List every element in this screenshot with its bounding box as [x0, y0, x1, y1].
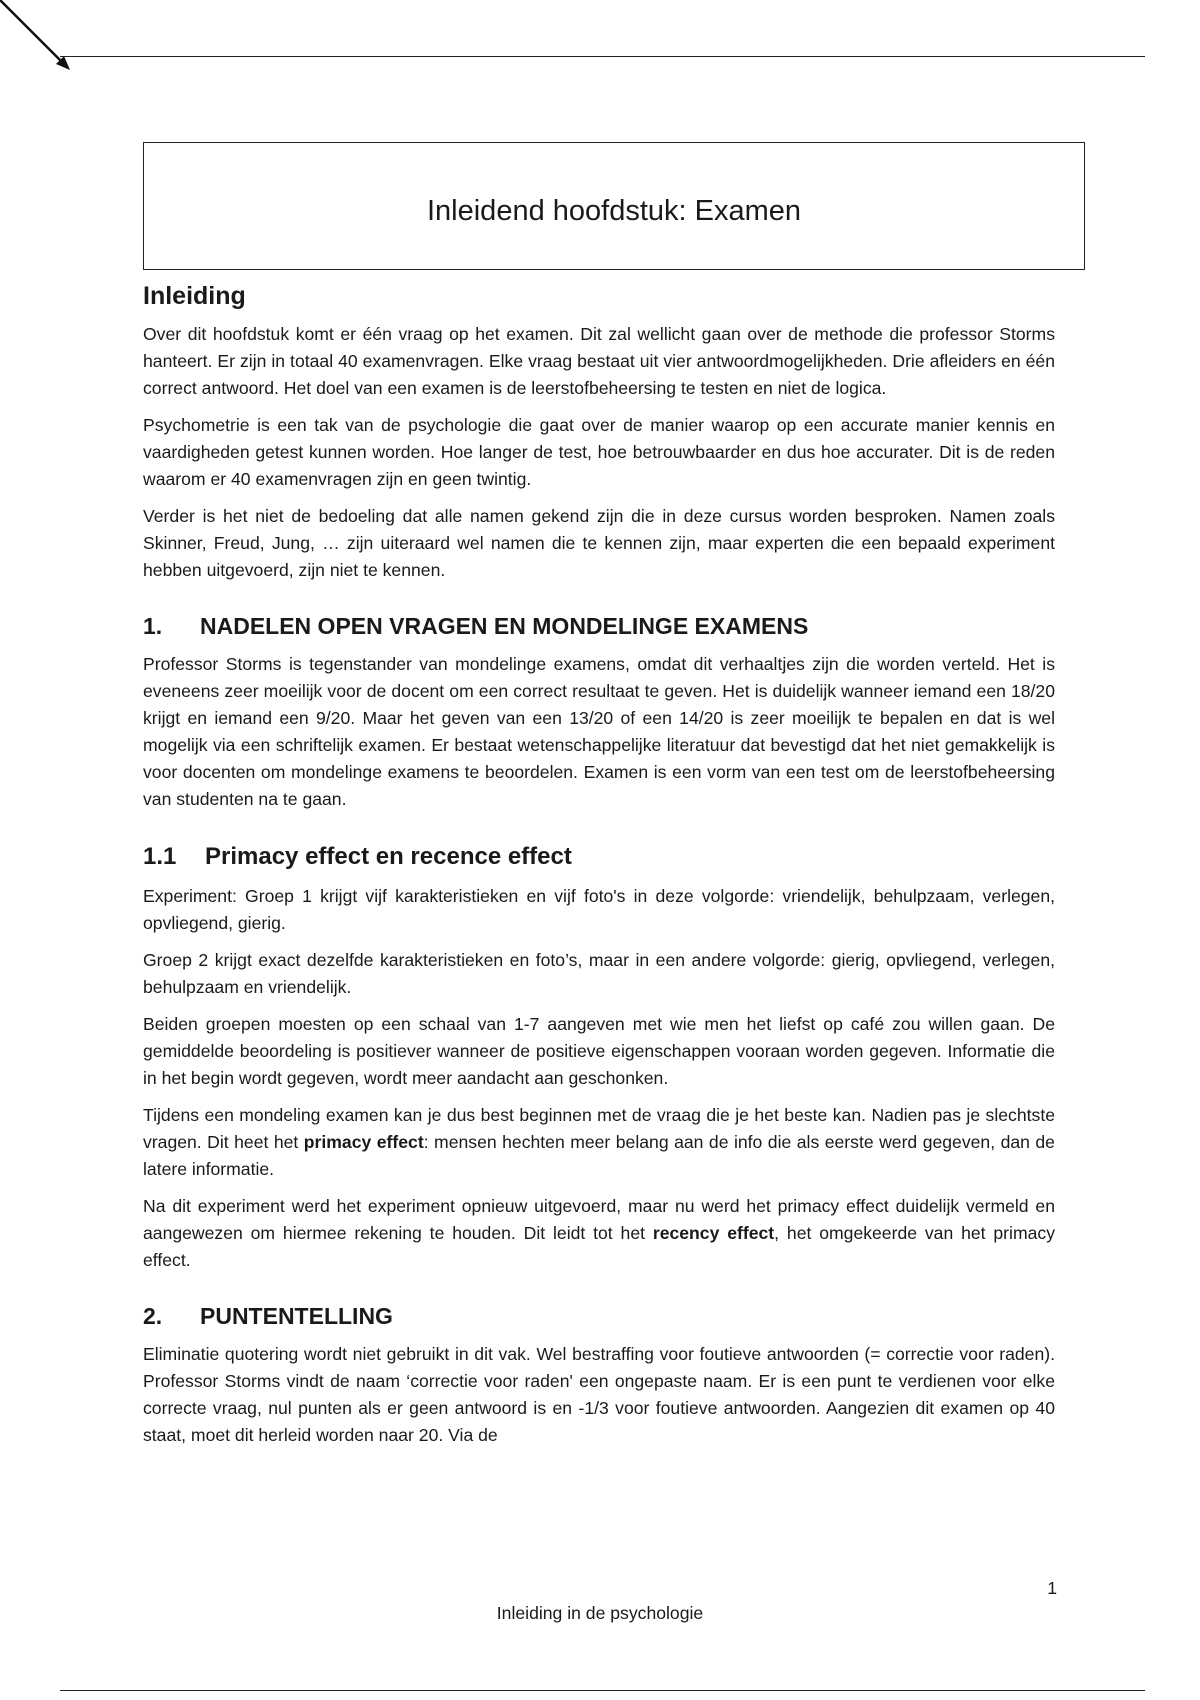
text-run: Tijdens een mondeling examen kan je dus best beginnen met de vraag die je het beste kan. Nadien pas je slechtste vragen. Dit heet het	[143, 1104, 1055, 1152]
section-2-paragraph: Eliminatie quotering wordt niet gebruikt in dit vak. Wel bestraffing voor foutieve antwoorden (= correctie voor raden). Professor Storms vindt de naam ‘correctie voor raden' een ongepaste naam. Er is een punt te verdienen voor elke correcte vraag, nul punten als er geen antwoord is en -1/3 voor foutieve antwoorden. Aangezien dit examen op 40 staat, moet dit herleid worden naar 20. Via de	[143, 1344, 1055, 1446]
header-rule	[60, 56, 1145, 57]
text-run: : mensen hechten meer belang aan de info die als eerste werd gegeven, dan de latere informatie.	[143, 1131, 1055, 1179]
intro-paragraph: Over dit hoofdstuk komt er één vraag op het examen. Dit zal wellicht gaan over de methode die professor Storms hanteert. Er zijn in totaal 40 examenvragen. Elke vraag bestaat uit vier antwoordmogelijkheden. Drie afleiders en één correct antwoord. Het doel van een examen is de leerstofbeheersing te testen en niet de logica.	[143, 323, 1055, 398]
chapter-title-box	[143, 142, 1085, 270]
intro-paragraph: Psychometrie is een tak van de psychologie die gaat over de manier waarop op een accurate manier kennis en vaardigheden getest kunnen worden. Hoe langer de test, hoe betrouwbaarder en dus hoe accurater. Dit is de reden waarom er 40 examenvragen zijn en geen twintig.	[143, 414, 1055, 489]
footer-course-title: Inleiding in de psychologie	[496, 1603, 704, 1623]
text-run: Na dit experiment werd het experiment opnieuw uitgevoerd, maar nu werd het primacy effect duidelijk vermeld en aangewezen om hiermee rekening te houden. Dit leidt tot het	[143, 1195, 1055, 1243]
section-1-heading	[143, 612, 1055, 642]
chapter-title: Inleidend hoofdstuk: Examen	[426, 194, 802, 227]
section-number: 1.	[143, 612, 163, 639]
section-2-heading	[143, 1302, 1055, 1332]
subsection-title: Primacy effect en recence effect	[205, 843, 572, 871]
section-1-1-paragraph	[143, 1102, 1055, 1183]
section-1-1-heading	[143, 841, 1055, 872]
recency-effect-term: recency effect	[652, 1222, 775, 1243]
text-run: , het omgekeerde van het primacy effect.	[143, 1222, 1055, 1270]
section-number: 2.	[143, 1302, 163, 1329]
section-title: PUNTENTELLING	[200, 1302, 393, 1329]
page-content	[143, 142, 1055, 1459]
section-title: NADELEN OPEN VRAGEN EN MONDELINGE EXAMENS	[200, 612, 809, 639]
section-1-1-paragraph: Experiment: Groep 1 krijgt vijf karakteristieken en vijf foto's in deze volgorde: vriendelijk, behulpzaam, verlegen, opvliegend, gierig.	[143, 885, 1055, 933]
section-1-1-paragraph: Groep 2 krijgt exact dezelfde karakteristieken en foto’s, maar in een andere volgorde: gierig, opvliegend, verlegen, behulpzaam en vriendelijk.	[143, 949, 1055, 997]
section-1-1-paragraph	[143, 1193, 1055, 1274]
primacy-effect-term: primacy effect	[303, 1131, 424, 1152]
section-1-paragraph: Professor Storms is tegenstander van mondelinge examens, omdat dit verhaaltjes zijn die worden verteld. Het is eveneens zeer moeilijk voor de docent om een correct resultaat te geven. Het is duidelijk wanneer iemand een 18/20 krijgt en iemand een 9/20. Maar het geven van een 13/20 of een 14/20 is zeer moeilijk te bepalen en dat is wel mogelijk via een schriftelijk examen. Er bestaat wetenschappelijke literatuur dat bevestigd dat het niet gemakkelijk is voor docenten om mondelinge examens te beoordelen. Examen is een vorm van een test om de leerstofbeheersing van studenten na te gaan.	[143, 654, 1055, 810]
section-1-1-paragraph: Beiden groepen moesten op een schaal van 1-7 aangeven met wie men het liefst op café zou willen gaan. De gemiddelde beoordeling is positiever wanneer de positieve eigenschappen vooraan worden gegeven. Informatie die in het begin wordt gegeven, wordt meer aandacht aan geschonken.	[143, 1013, 1055, 1088]
intro-heading: Inleiding	[143, 282, 246, 310]
intro-paragraph: Verder is het niet de bedoeling dat alle namen gekend zijn die in deze cursus worden besproken. Namen zoals Skinner, Freud, Jung, … zijn uiteraard wel namen die te kennen zijn, maar experten die een bepaald experiment hebben uitgevoerd, zijn niet te kennen.	[143, 505, 1055, 580]
subsection-number: 1.1	[143, 843, 177, 871]
footer-rule	[60, 1690, 1145, 1691]
corner-arrow-icon	[0, 0, 80, 80]
page-number: 1	[1047, 1578, 1057, 1598]
